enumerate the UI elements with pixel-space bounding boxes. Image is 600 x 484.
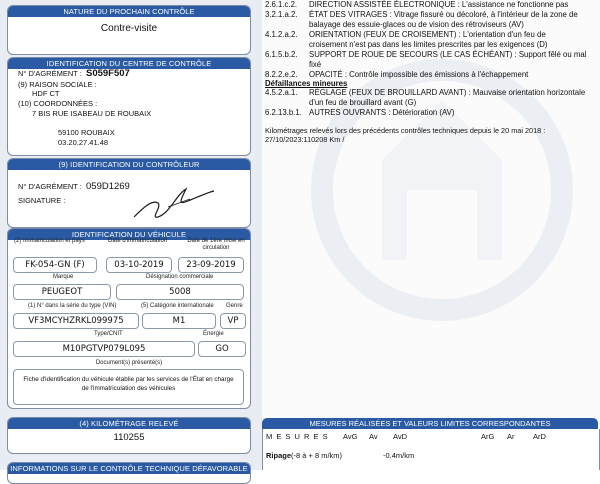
minor-1-text: RÉGLAGE (FEUX DE BROUILLARD AVANT) : Mauvaise orientation horizontale [309,88,586,97]
defect-2-cont [265,20,595,29]
minor-1b-text: d'un feu de brouillard avant (G) [309,98,417,107]
marque-label: Marque [53,274,74,280]
type-value: M10PGTVP079L095 [13,341,195,357]
date-immat-value: 03-10-2019 [106,257,172,273]
informations-section [7,462,251,484]
controleur-agrement-value: 059D1269 [86,181,130,192]
genre-label: Genre [226,303,243,309]
defect-1-text: DIRECTION ASSISTÉE ÉLECTRONIQUE : L'assistance ne fonctionne pas [309,0,569,9]
mesures-table [262,429,600,470]
defect-2b-text: balayage des essuie-glaces ou de vision des rétroviseurs (AV) [309,20,524,29]
ripage-value: -0.4m/km [383,451,415,460]
defect-4-code: 6.1.5.b.2. [265,50,298,59]
kilometrage-value: 110255 [113,432,145,443]
docs-value-line2: de l'immatriculation des véhicules [81,385,176,392]
mesures-header: MESURES RÉALISÉES ET VALEURS LIMITES CORRESPONDANTES [262,418,598,429]
date-circ-label: Date de 1ère mise en circulation [187,238,245,251]
defect-5-code: 8.2.2.e.2. [265,70,298,79]
centre-city: 59100 ROUBAIX [58,128,115,137]
col-arg: ArG [481,432,495,441]
signature-label: SIGNATURE : [18,196,66,205]
date-circ-value: 23-09-2019 [178,257,244,273]
designation-label: Désignation commerciale [146,274,214,280]
defect-3-cont [265,40,595,49]
ripage-label: Ripage [266,451,292,460]
nature-header: NATURE DU PROCHAIN CONTRÔLE [8,6,250,17]
marque-value: PEUGEOT [13,284,111,300]
col-av: Av [369,432,378,441]
centre-header: IDENTIFICATION DU CENTRE DE CONTRÔLE [8,58,250,69]
type-label: Type/CNIT [94,331,123,337]
right-column [262,0,600,470]
col-ar: Ar [507,432,515,441]
minor-defect-1-cont [265,98,595,107]
docs-value-line1: Fiche d'identification du véhicule établie par les services de l'État en charge [23,376,234,383]
centre-agrement-label: N° D'AGRÉMENT : [18,69,82,78]
minor-2-text: AUTRES OUVRANTS : Détérioration (AV) [309,108,455,117]
col-avd: AvD [393,432,408,441]
energie-label: Énergie [203,331,224,337]
defect-3b-text: croisement n'est pas dans les limites prescrites par les exigences (D) [309,40,548,49]
minor-defect-1 [265,88,595,97]
genre-value: VP [220,313,246,329]
defect-1 [265,0,595,9]
docs-label: Document(s) présenté(s) [95,360,163,366]
controleur-header: (9) IDENTIFICATION DU CONTRÔLEUR [8,159,250,170]
vehicule-section [7,228,251,409]
ripage-limit: (-8 à + 8 m/km) [291,451,343,460]
defect-4-text: SUPPORT DE ROUE DE SECOURS (LE CAS ÉCHÉANT) : Support fêlé ou mal [309,50,587,59]
col-ard: ArD [533,432,546,441]
vin-label: (1) N° dans la série du type (VIN) [28,303,117,309]
defect-5-text: OPACITÉ : Contrôle impossible des émissions à l'échappement [309,70,529,79]
defect-2-text: ÉTAT DES VITRAGES : Vitrage fissuré ou décoloré, à l'intérieur de la zone de [309,10,578,19]
vehicule-header: IDENTIFICATION DU VÉHICULE [8,229,250,240]
defect-1-code: 2.6.1.c.2. [265,0,298,9]
controleur-section [7,158,251,228]
minor-defect-2 [265,108,595,117]
nature-value: Contre-visite [100,23,158,34]
defect-2 [265,10,595,19]
km-history-line1: Kilométrages relevés lors des précédents contrôles techniques depuis le 20 mai 2018 : [265,126,546,135]
mesures-label: M E S U R E S [266,432,329,441]
defect-3 [265,30,595,39]
centre-address: 7 BIS RUE ISABEAU DE ROUBAIX [32,109,152,118]
signature-image [128,173,218,223]
kilometrage-header: (4) KILOMÉTRAGE RELEVÉ [8,418,250,429]
km-history-line2: 27/10/2023:110208 Km / [265,135,345,144]
categorie-value: M1 [142,313,216,329]
minor-1-code: 4.5.2.a.1. [265,88,298,97]
vin-value: VF3MCYHZRKL099975 [13,313,139,329]
defect-4-cont [265,60,595,69]
informations-header: INFORMATIONS SUR LE CONTRÔLE TECHNIQUE DÉFAVORABLE [8,463,250,474]
defect-3-code: 4.1.2.a.2. [265,30,298,39]
nature-section [7,5,251,55]
defect-4b-text: fixé [309,60,322,69]
immat-label: (2) Immatriculation et pays [14,238,85,244]
centre-phone: 03.20.27.41.48 [58,138,109,147]
controleur-agrement-label: N° D'AGRÉMENT : [18,182,82,191]
defect-3-text: ORIENTATION (FEUX DE CROISEMENT) : L'orientation d'un feu de [309,30,546,39]
minor-2-code: 6.2.13.b.1. [265,108,302,117]
mineures-heading: Défaillances mineures [265,79,348,88]
date-immat-label: Date d'immatriculation [108,238,168,244]
categorie-label: (5) Catégorie internationale [141,303,214,309]
raison-value: HDF CT [32,89,60,98]
coordonnees-label: (10) COORDONNÉES : [18,99,98,108]
centre-section [7,57,251,156]
left-column [0,0,262,473]
kilometrage-section [7,417,251,454]
defect-4 [265,50,595,59]
energie-value: GO [198,341,246,357]
centre-agrement-value: S059F507 [86,68,130,79]
col-avg: AvG [343,432,358,441]
defect-5 [265,70,595,79]
defect-2-code: 3.2.1.a.2. [265,10,298,19]
docs-box [13,369,244,405]
immat-value: FK-054-GN (F) [13,257,97,273]
raison-label: (9) RAISON SOCIALE : [18,80,97,89]
designation-value: 5008 [116,284,244,300]
